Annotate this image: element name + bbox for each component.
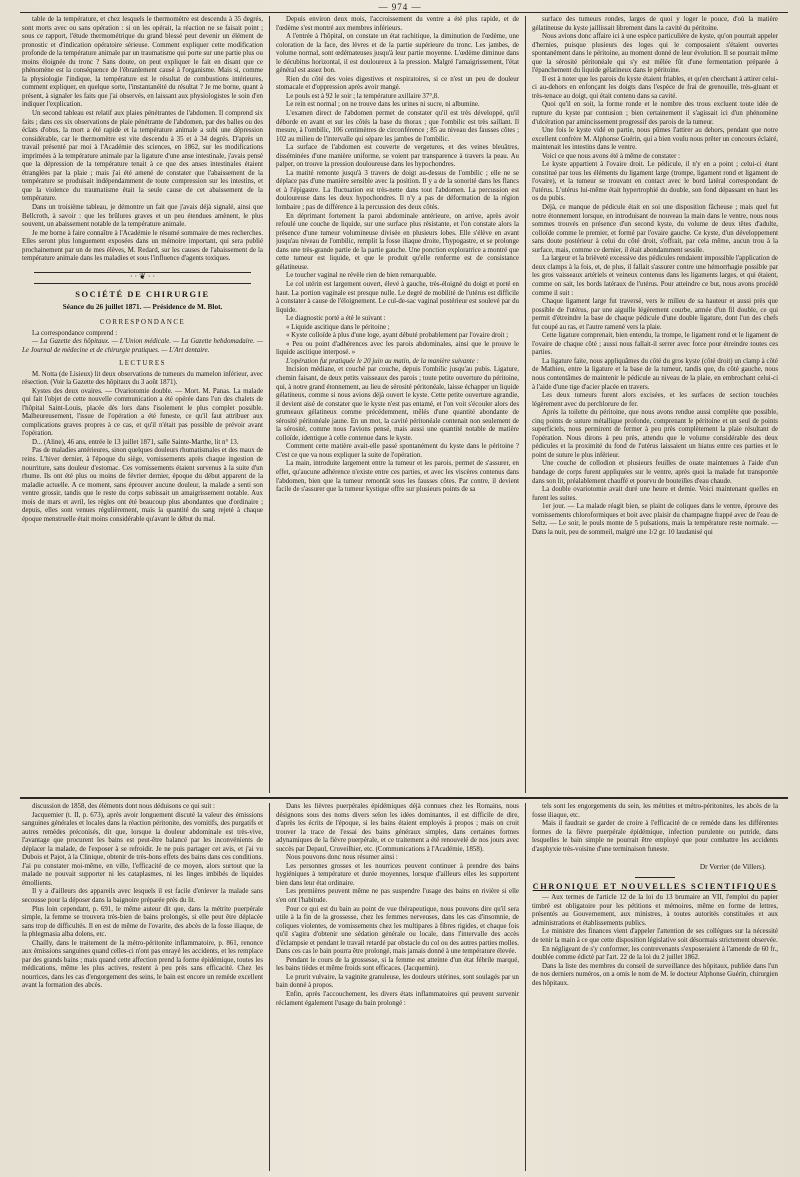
subsection-heading: CORRESPONDANCE [99, 318, 186, 326]
paragraph: Cette ligature comprenait, bien entendu, la trompe, le ligament rond et le ligament de l'ovaire de chaque côté ; aussi nous fallait-il serrer avec force pour étreindre toutes ces parties. [532, 332, 778, 357]
paragraph: Nous avions donc affaire ici à une espèce particulière de kyste, qu'on pourrait appeler d'hernies, puisque plusieurs des loges qui le composaient s'étaient ouvertes spontanément dans le péritoine, au moment donné de leur évolution. Il se pourrait même que la sérosité péritonéale qui s'y est mêlée fût d'une fermentation préparée à l'épanchement du liquide gélatineux dans le péritoine. [532, 33, 778, 75]
column-4 [22, 803, 263, 1171]
paragraph: M. Notta (de Lisieux) lit deux observations de tumeurs du mamelon inférieur, avec résection. (Voir la Gazette des hôpitaux du 3 août 1871). [22, 370, 263, 387]
paragraph: Comment cette matière avait-elle passé spontanément du kyste dans le péritoine ? C'est ce que va nous expliquer la suite de l'opération. [276, 443, 519, 459]
paragraph: Jacquemier (t. II, p. 673), après avoir longuement discuté la valeur des émissions sanguines générales et locales dans la réaction péritonite, des vomitifs, des purgatifs et autres remèdes préconisés, dit que, lorsque la douleur abdominale est très-vive, l'avantage que procurent les bains est peut-être balancé par les inconvénients de déplacer la malade, de l'exposer à se refroidir. Je ne puis partager cet avis, et j'ai vu Dubois et Pajot, à la Clinique, obtenir de très-bons effets des bains dans ces conditions. J'ai pu constater moi-même, en ville, l'efficacité de ce moyen, alors surtout que la malade ne pouvait supporter ni les cataplasmes, ni les linges imbibés de liquides émollients. [22, 811, 263, 887]
section-title: SOCIÉTÉ DE CHIRURGIE [75, 289, 210, 299]
column-rule [525, 16, 526, 793]
paragraph: L'opération fut pratiquée le 20 juin au matin, de la manière suivante : [286, 357, 479, 365]
paragraph: Kystes des deux ovaires. — Ovariotomie double. — Mort. M. Panas. La malade qui fait l'objet de cette nouvelle communication a été opérée dans l'un des chalets de l'hôpital Saint-Louis, placée dès lors dans l'isolement le plus complet possible. Malheureusement, l'issue de l'opération a été funeste, ce qu'il faut attribuer aux complications graves propres à ce cas, et qu'il n'était pas possible de prévoir avant l'opération. [22, 387, 263, 438]
paragraph: « Kyste colloïde à plus d'une loge, ayant débuté probablement par l'ovaire droit ; [286, 332, 509, 340]
paragraph: Pendant le cours de la grossesse, si la femme est atteinte d'un état fébrile marqué, les bains tièdes et même froids sont efficaces. (Jacquemin). [276, 956, 519, 973]
paragraph: Une fois le kyste vidé en partie, nous pûmes l'attirer au dehors, pendant que notre excellent confrère M. Alphonse Guérin, qui a bien voulu nous prêter un concours éclairé, maintenait les intestins dans le ventre. [532, 127, 778, 152]
header-rule [20, 12, 788, 13]
paragraph: Enfin, après l'accouchement, les divers états inflammatoires qui peuvent survenir réclament également l'usage du bain prolongé : [276, 991, 519, 1007]
paragraph: Le rein est normal ; on ne trouve dans les urines ni sucre, ni albumine. [286, 101, 480, 109]
section-divider: · · ❦ · · [34, 272, 251, 284]
paragraph: En déprimant fortement la paroi abdominale antérieure, on arrive, après avoir refoulé une couche de liquide, sur une surface plus résistante, et l'on constate alors la présence d'une tumeur volumineuse divisée en plusieurs lobes. Elle s'élève en avant jusqu'au niveau de l'ombilic, remplit la fosse iliaque droite, l'hypogastre, et se prolonge dans une très-grande partie de la partie gauche. Une ponction exploratrice a montré que cette tumeur est liquide, et que le produit qu'elle renferme est de consistance gélatineuse. [276, 212, 519, 271]
short-rule [635, 877, 675, 878]
paragraph: 1er jour. — La malade réagit bien, se plaint de coliques dans le ventre, éprouve des vomissements chloroformiques et boit avec plaisir du champagne frappé avec de l'eau de Seltz. — Le soir, le pouls monte de 5 pulsations, mais la température reste normale. — Dans la nuit, peu de sommeil, malgré une 1/2 gr. 10 laudanisé qui [532, 503, 778, 536]
page-number: — 974 — [378, 2, 422, 12]
paragraph: D... (Aline), 46 ans, entrée le 13 juillet 1871, salle Sainte-Marthe, lit n° 13. [32, 438, 239, 446]
paragraph: — La Gazette des hôpitaux. — L'Union médicale. — La Gazette hebdomadaire. — Le Journal de médecine et de chirurgie pratiques. — L'Art dentaire. [22, 338, 263, 354]
column-1 [22, 16, 263, 793]
paragraph: Le pouls est à 92 le soir ; la température axillaire 37°,8. [286, 92, 439, 100]
paragraph: Les deux tumeurs furent alors excisées, et les surfaces de section touchées légèrement avec du perchlorure de fer. [532, 392, 778, 408]
paragraph: La main, introduite largement entre la tumeur et les parois, permet de s'assurer, en effet, qu'aucune adhérence n'existe entre ces parties, et avec les viscères contenus dans l'abdomen, bien que la tumeur remontât sous les fausses côtes. Par contre, il devient facile de s'assurer que la tumeur kystique offre sur plusieurs points de sa [276, 460, 519, 494]
paragraph: Chaque ligament large fut traversé, vers le milieu de sa hauteur et aussi près que possible de l'utérus, par une aiguille légèrement courbe, armée d'un fil double, ce qui permit d'étreindre la base de chaque pédicule d'une double ligature, dont l'un des chefs fut coupé au ras, et l'autre ramené vers la plaie. [532, 298, 778, 331]
paragraph: Chailly, dans le traitement de la métro-péritonite inflammatoire, p. 861, renonce aux émissions sanguines quand celles-ci n'ont pas enrayé les accidents, et les remplace par des grands bains ; mais quand cette affection prend la forme épidémique, toutes les médications, même les plus actives, restent à peu près sans efficacité. Chez les nourrices, dans les cas d'engorgement des seins, le bain est encore un remède excellent avant la formation des abcès. [22, 939, 263, 990]
paragraph: Dans un troisième tableau, je démontre un fait que j'avais déjà signalé, ainsi que Bellcroth, à savoir : que les brûlures graves et un peu étendues amènent, le plus souvent, un abaissement notable de la température animale. [22, 204, 263, 229]
column-2 [276, 16, 519, 793]
paragraph: La largeur et la brièveté excessive des pédicules rendaient impossible l'application de deux clamps à la fois, et, de plus, il fallait s'assurer contre une hémorrhagie possible par les gros vaisseaux artériels et veineux contenus dans les ligaments larges, et qui étaient, comme on sait, les bords latéraux de l'utérus. Pour atteindre ce but, nous avons procédé comme il suit : [532, 255, 778, 297]
paragraph: discussion de 1858, des éléments dont nous déduisons ce qui suit : [32, 803, 215, 810]
paragraph: L'examen direct de l'abdomen permet de constater qu'il est très développé, qu'il déborde en avant et sur les côtés la base du thorax ; que l'ombilic est très saillant. Il mesure, à l'ombilic, 106 centimètres de circonférence ; 85 au niveau des fausses côtes ; 102 au milieu de l'intervalle qui sépare les jambes de l'ombilic. [276, 110, 519, 143]
paragraph: Une couche de collodion et plusieurs feuilles de ouate maintenues à l'aide d'un bandage de corps furent appliquées sur le ventre, après quoi la malade fut transportée dans son lit, préalablement chauffé et pourvu de bouteilles d'eau chaude. [532, 460, 778, 485]
column-5 [276, 803, 519, 1171]
paragraph: Le kyste appartient à l'ovaire droit. Le pédicule, il n'y en a point ; celui-ci étant constitué par tous les éléments du ligament large (trompe, ligament rond et ligament de l'ovaire), et la tumeur se trouvant en contact avec le bord latéral correspondant de l'utérus. L'utérus lui-même était hypertrophié du double, son fond dépassant en haut les os du pubis. [532, 161, 778, 203]
column-3 [532, 16, 778, 793]
paragraph: Le col utérin est largement ouvert, élevé à gauche, très-éloigné du doigt et porté en haut. La portion vaginale est presque nulle. Le degré de mobilité de l'utérus est difficile à constater à cause de l'éloignement. Le cul-de-sac vaginal postérieur est soulevé par du liquide. [276, 280, 519, 314]
paragraph: Dans les fièvres puerpérales épidémiques déjà connues chez les Romains, nous désignons sous des noms divers selon les idées dominantes, il est difficile de dire, d'après les écrits de l'époque, si les bains étaient employés à propos ; mais on croit trouver la trace de l'essai des bains généraux simples, dans certaines formes adynamiques de la fièvre puerpérale, et ce traitement a été renouvelé de nos jours avec succès par Depaul, Cruveilhier, etc. (Communications à l'Académie, 1858). [276, 803, 519, 853]
paragraph: Pas de maladies antérieures, sinon quelques douleurs rhumatismales et des maux de reins. L'hiver dernier, à l'époque du siège, vomissements après chaque ingestion de nourriture, sans douleur d'estomac. Ces vomissements étaient survenus à la suite d'un rhume. Ils ont été plus ou moins de février dernier, époque du début apparent de la maladie actuelle. A ce moment, sans éprouver aucune douleur, la malade a senti son ventre grossir, tandis que le reste du corps subissait un amaigrissement notable. Aux mois de mars et avril, les règles ont été beaucoup plus abondantes que d'ordinaire ; depuis, elles sont venues régulièrement, mais la quantité du sang rejeté à chaque époque menstruelle était moins considérable qu'avant le début du mal. [22, 447, 263, 523]
paragraph: Incision médiane, et couché par couche, depuis l'ombilic jusqu'au pubis. Ligature, chemin faisant, de deux petits vaisseaux des parois ; toute petite ouverture du péritoine, qui, à notre grand étonnement, au lieu de sérosité péritonéale, laisse échapper un liquide gélatineux, comme si nous avions déjà ouvert le kyste. Cette petite ouverture agrandie, il devient aisé de constater que le kyste n'est pas entamé, et l'on voit s'écouler alors des grumeaux gélatineux comme précédemment, mêlés d'une quantité abondante de sérosité péritonéale jaune. En un mot, la cavité péritonéale contenait non seulement de la sérosité, comme nous l'avions pensé, mais aussi une quantité notable de matière colloïde, identique à celle contenue dans le kyste. [276, 366, 519, 442]
paragraph: Le ministre des finances vient d'appeler l'attention de ses collègues sur la nécessité de tenir la main à ce que cette disposition législative soit désormais strictement observée. [532, 928, 778, 945]
paragraph: Le prurit vulvaire, la vaginite granuleuse, les douleurs utérines, sont soulagés par un bain donné à propos. [276, 973, 519, 990]
paragraph: La double ovariotomie avait duré une heure et demie. Voici maintenant quelles en furent les suites. [532, 486, 778, 502]
paragraph: Depuis environ deux mois, l'accroissement du ventre a été plus rapide, et de l'œdème s'est montré aux membres inférieurs. [276, 16, 519, 32]
paragraph: Le diagnostic porté a été le suivant : [286, 315, 386, 323]
paragraph: Il y a d'ailleurs des appareils avec lesquels il est facile d'enlever la malade sans secousse pour la déposer dans la baignoire préparée près du lit. [22, 888, 263, 905]
section-title: CHRONIQUE ET NOUVELLES SCIENTIFIQUES [532, 882, 778, 892]
subsection-heading: LECTURES [119, 359, 166, 367]
band-divider-rule [20, 797, 788, 799]
paragraph: Dans la liste des membres du conseil de surveillance des hôpitaux, publiée dans l'un de nos derniers numéros, on a omis le nom de M. le docteur Alphonse Guérin, chirurgien des hôpitaux. [532, 962, 778, 987]
paragraph: Voici ce que nous avons été à même de constater : [542, 152, 681, 160]
author-signature: Dr Verrier (de Villers). [699, 862, 766, 872]
paragraph: Déjà, ce manque de pédicule était en soi une disposition fâcheuse ; mais quel fut notre étonnement lorsque, en introduisant de nouveau la main dans le ventre, nous nous sommes trouvés en présence d'un second kyste, du volume de deux têtes d'adulte, colloïde comme le premier, et formé par l'ovaire gauche. Ce kyste, d'un développement sans doute postérieur à celui du côté droit, s'offrait, par cela même, aucun trou à la surface, mais, comme ce dernier, il était abondamment sessile. [532, 204, 778, 254]
paragraph: — Aux termes de l'article 12 de la loi du 13 brumaire an VII, l'emploi du papier timbré est obligatoire pour les pétitions et mémoires, même en forme de lettres, présentés au Gouvernement, aux ministres, à toutes autorités constituées et aux administrations et établissements publics. [532, 894, 778, 927]
paragraph: Après la toilette du péritoine, que nous avons rendue aussi complète que possible, cinq points de suture métallique profonde, comprenant le péritoine et un seul de points superficiels, nous permirent de fermer à peu près complètement la plaie résultant de l'opération. Nous dirons à peu près, attendu que le volume considérable des deux pédicules et la proximité du fond de l'utérus laissaient un hiatus entre ces parties et le point de suture le plus inférieur. [532, 409, 778, 459]
column-6 [532, 803, 778, 1171]
paragraph: table de la température, et chez lesquels le thermomètre est descendu à 35 degrés, sont morts avec ou sans opération : si on les opérait, la réaction ne se faisait point ; sous ce rapport, l'étude thermométrique du grand blessé peut devenir un élément de pronostic et d'indication opératoire sérieuse. Comment expliquer cette modification profonde de la température animale par un traumatisme qui porte sur une partie plus ou moins éloignée du tronc ? Sans doute, on peut expliquer le fait en disant que ce phénomène est la conséquence de l'ébranlement causé à l'organisme. Mais si, comme la physiologie l'indique, la température est le résultat de combustions intérieures, comment expliquer, en quelque sorte, l'instantanéité du résultat ? Je me borne, quant à présent, à signaler les faits que j'ai observés, en laissant aux physiologistes le soin d'en indiquer l'explication. [22, 16, 263, 109]
session-heading: Séance du 26 juillet 1871. — Présidence de M. Blot. [62, 301, 223, 311]
paragraph: « Peu ou point d'adhérences avec les parois abdominales, ainsi que le prouve le liquide ascitique interposé. » [276, 340, 519, 357]
paragraph: Pour ce qui est du bain au point de vue thérapeutique, nous pouvons dire qu'il sera utile à la fin de la grossesse, chez les femmes nerveuses, dans les cas d'insomnie, de coliques violentes, de vomissements chez les multipares à fibres rigides, et chaque fois qu'il s'agira d'obtenir une sédation générale ou locale, dans l'intervalle des accès d'éclampsie et pendant le travail retardé par obstacle du col ou des autres parties molles. Dans ces cas le bain pourra être prolongé, mais jamais donné à une température élevée. [276, 905, 519, 956]
column-rule [525, 803, 526, 1171]
paragraph: En négligeant de s'y conformer, les contrevenants s'exposeraient à l'amende de 60 fr., doublée comme édicté par l'art. 22 de la loi du 2 juillet 1862. [532, 945, 778, 962]
paragraph: Plus loin cependant, p. 691, le même auteur dit que, dans la métrite puerpérale simple, la femme se trouvera très-bien de bains prolongés, si elle peut être déplacée sans trop de difficultés. Il en est de même de l'ovarite, des abcès de la fosse iliaque, de la phlegmasia alba dolens, etc. [22, 905, 263, 939]
column-rule [269, 803, 270, 1171]
paragraph: surface des tumeurs rondes, larges de quoi y loger le pouce, d'où la matière gélatineuse du kyste jaillissait librement dans la cavité du péritoine. [532, 16, 778, 32]
paragraph: Rien du côté des voies digestives et respiratoires, si ce n'est un peu de douleur stomacale et d'oppression après avoir mangé. [276, 75, 519, 92]
paragraph: Quoi qu'il en soit, la forme ronde et le nombre des trous excluent toute idée de rupture du kyste par contusion ; bien certainement il s'agissait ici d'un phénomène d'ulcération par amincissement progressif des parois de la tumeur. [532, 101, 778, 126]
paragraph: La surface de l'abdomen est couverte de vergetures, et des veines bleuâtres, disséminées d'une manière uniforme, se voient par transparence à travers la peau. Au palper, on trouve la pression douloureuse dans les hypochondres. [276, 144, 519, 169]
paragraph: La ligature faite, nous appliquâmes du côté du gros kyste (côté droit) un clamp à côté de Mathieu, entre la ligature et la base de la tumeur, tandis que, du côté gauche, nous nous contentâmes de maintenir le pédicule au niveau de la plaie, en embrochant celui-ci à l'aide d'une tige d'acier placée en travers. [532, 357, 778, 391]
paragraph: Les premières peuvent même ne pas suspendre l'usage des bains en rivière si elle s'en ont l'habitude. [276, 888, 519, 905]
paragraph: Un second tableau est relatif aux plaies pénétrantes de l'abdomen. Il comprend six faits ; dans ces six observations de plaie pénétrante de l'abdomen, par des balles ou des éclats d'obus, la mort a été rapide et la température animale a subi une dépression considérable, car le thermomètre est vite descendu à 35 et à 34 degrés. D'après un travail présenté par moi à l'Académie des sciences, en 1862, sur les modifications imprimées à la température animale par la ligature d'une anse intestinale, j'avais pensé que la dépression de la température tenait à ce que des anses intestinales étaient étranglées par la plaie ; mais j'ai été amené de constater que l'abaissement de la température se produisait indépendamment de toute compression sur les intestins, et que la violence du traumatisme était la seule cause de cet abaissement de la température. [22, 110, 263, 203]
paragraph: Je me borne à faire connaître à l'Académie le résumé sommaire de mes recherches. Elles seront plus longuement exposées dans un mémoire important, qui sera publié prochainement par un de mes élèves, M. Redard, sur les causes de l'abaissement de la température animale dans les maladies et sous l'influence d'agents toxiques. [22, 229, 263, 263]
paragraph: Mais il faudrait se garder de croire à l'efficacité de ce remède dans les différentes formes de la fièvre puerpérale épidémique, infection purulente ou putride, dans lesquelles le bain simple ne pourrait être employé que pour combattre les accidents d'asphyxie très-voisine d'une terminaison funeste. [532, 820, 778, 853]
paragraph: « Liquide ascitique dans le péritoine ; [286, 323, 390, 331]
paragraph: Il est à noter que les parois du kyste étaient friables, et qu'en cherchant à attirer celui-ci au-dehors en enfonçant les doigts dans l'espèce de frai de grenouille, très-gluant et très-tenace au doigt, qui était contenu dans sa cavité. [532, 75, 778, 100]
paragraph: tels sont les engorgements du sein, les métrites et métro-péritonites, les abcès de la fosse iliaque, etc. [532, 803, 778, 819]
paragraph: Le toucher vaginal ne révèle rien de bien remarquable. [286, 272, 437, 280]
paragraph: Les personnes grosses et les nourrices peuvent continuer à prendre des bains hygiéniques à température et durée moyennes, lorsque d'ailleurs elles les supportent bien dans leur état ordinaire. [276, 862, 519, 887]
paragraph: La correspondance comprend : [32, 329, 118, 337]
paragraph: La matité remonte jusqu'à 3 travers de doigt au-dessus de l'ombilic ; elle ne se déplace pas d'une manière sensible avec la position. Il y a de la sonorité dans les flancs et à l'épigastre. La fluctuation est très-nette dans tout l'abdomen. La percussion est douloureuse dans les deux hypochondres. Il n'y a pas de déformation de la région lombaire ; pas de différence à la percussion des deux côtés. [276, 169, 519, 212]
column-rule [269, 16, 270, 793]
paragraph: Nous pouvons donc nous résumer ainsi : [286, 854, 398, 862]
paragraph: A l'entrée à l'hôpital, on constate un état rachitique, la diminution de l'œdème, une coloration de la face, des lèvres et de la partie supérieure du tronc. Les jambes, de volume normal, sont œdémateuses jusqu'à leur partie moyenne. L'œdème diminue dans le décubitus horizontal, il est douloureux à la pression. Malgré l'amaigrissement, l'état général est assez bon. [276, 33, 519, 75]
